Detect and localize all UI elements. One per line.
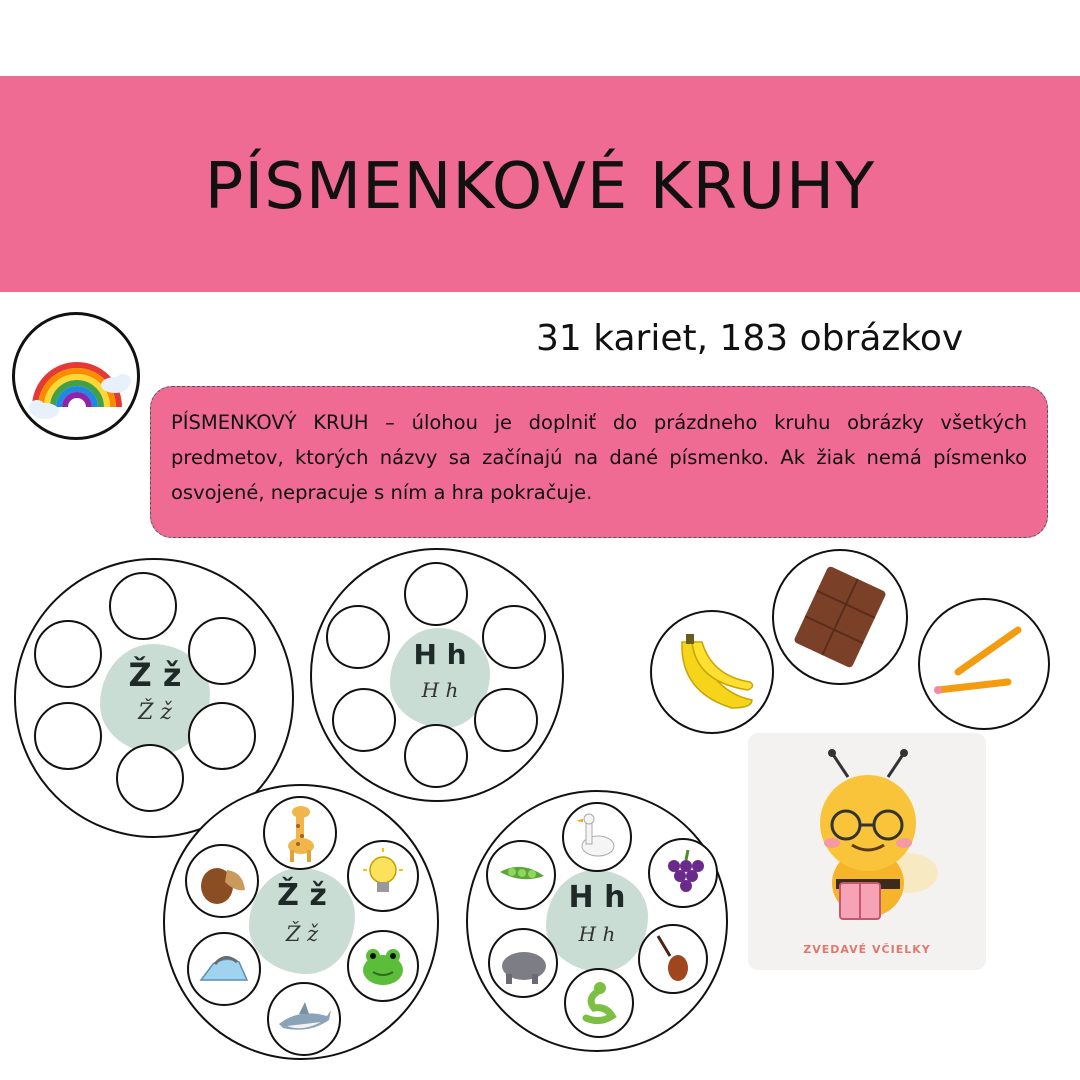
empty-slot[interactable]	[188, 617, 256, 685]
banana-icon	[652, 612, 772, 732]
bee-card	[748, 733, 986, 970]
giraffe-slot[interactable]	[263, 796, 337, 870]
violin-icon	[640, 926, 706, 992]
acorn-icon	[187, 846, 257, 916]
empty-slot[interactable]	[34, 620, 102, 688]
hippo-slot[interactable]	[488, 928, 558, 998]
description-box	[150, 386, 1048, 538]
goose-icon	[564, 804, 630, 870]
rainbow-badge	[12, 312, 140, 440]
peas-slot[interactable]	[486, 840, 556, 910]
letter-card-h-empty	[310, 548, 564, 802]
snake-slot[interactable]	[564, 968, 634, 1038]
empty-slot[interactable]	[109, 572, 177, 640]
chocolate-card[interactable]	[772, 549, 908, 685]
grapes-icon	[650, 840, 716, 906]
goose-slot[interactable]	[562, 802, 632, 872]
bee-icon	[748, 733, 986, 938]
description-text: PÍSMENKOVÝ KRUH – úlohou je doplniť do prázdneho kruhu obrázky všetkých predmetov, ktorých názvy sa začínajú na dané písmenko. Ak žiak nemá písmenko osvojené, nepracuje s ním a hra pokračuje.	[171, 411, 1027, 504]
lightbulb-icon	[349, 842, 417, 910]
empty-slot[interactable]	[404, 562, 468, 626]
empty-slot[interactable]	[474, 688, 538, 752]
rainbow-icon	[15, 315, 137, 437]
empty-slot[interactable]	[404, 724, 468, 788]
print-letters: H h	[413, 638, 467, 671]
iron-slot[interactable]	[187, 932, 261, 1006]
empty-slot[interactable]	[482, 605, 546, 669]
shark-icon	[269, 984, 339, 1054]
bulb-slot[interactable]	[347, 840, 419, 912]
giraffe-icon	[265, 798, 335, 868]
letter-card-z-filled	[163, 784, 439, 1060]
frog-slot[interactable]	[347, 930, 419, 1002]
print-letters: Ž ž	[128, 656, 182, 694]
empty-slot[interactable]	[116, 744, 184, 812]
letter-card-h-filled	[466, 790, 728, 1052]
pencil-card[interactable]	[918, 598, 1050, 730]
empty-slot[interactable]	[34, 702, 102, 770]
print-letters: H h	[568, 880, 626, 915]
empty-slot[interactable]	[332, 688, 396, 752]
cursive-letters: Ž ž	[285, 922, 319, 946]
print-letters: Ž ž	[277, 878, 327, 913]
grapes-slot[interactable]	[648, 838, 718, 908]
shark-slot[interactable]	[267, 982, 341, 1056]
hippo-icon	[490, 930, 556, 996]
pencil-icon	[920, 600, 1048, 728]
chocolate-icon	[774, 551, 906, 683]
page-title: PÍSMENKOVÉ KRUHY	[204, 150, 876, 224]
bee-card-caption: ZVEDAVÉ VČIELKY	[803, 943, 931, 956]
empty-slot[interactable]	[326, 605, 390, 669]
violin-slot[interactable]	[638, 924, 708, 994]
cursive-letters: H h	[421, 678, 459, 702]
banana-card[interactable]	[650, 610, 774, 734]
iron-icon	[189, 934, 259, 1004]
acorn-slot[interactable]	[185, 844, 259, 918]
letter-blob	[249, 868, 355, 974]
letter-blob	[546, 870, 648, 972]
snake-icon	[566, 970, 632, 1036]
cursive-letters: H h	[578, 922, 616, 946]
peas-icon	[488, 842, 554, 908]
card-count-text: 31 kariet, 183 obrázkov	[536, 318, 964, 359]
empty-slot[interactable]	[188, 702, 256, 770]
frog-icon	[349, 932, 417, 1000]
cursive-letters: Ž ž	[138, 700, 172, 725]
